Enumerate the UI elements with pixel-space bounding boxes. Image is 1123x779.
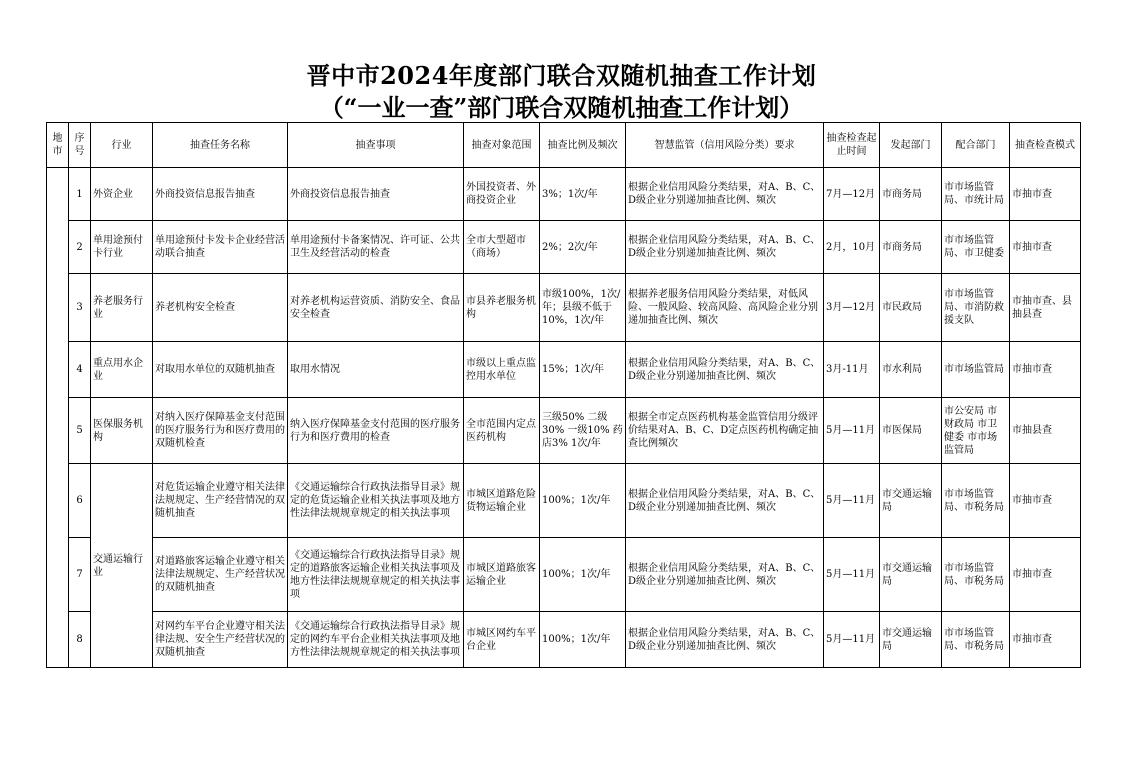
- smart-cell: 根据企业信用风险分类结果，对A、B、C、D级企业分别递加抽查比例、频次: [626, 538, 824, 612]
- mode-cell: 市抽市查、县抽县查: [1010, 274, 1081, 342]
- city-cell: [47, 168, 69, 668]
- items-cell: 《交通运输综合行政执法指导目录》规定的道路旅客运输企业相关执法事项及地方性法律法规规章规定的相关执法事项: [288, 538, 464, 612]
- initiator-cell: 市商务局: [880, 221, 942, 274]
- period-cell: 5月—11月: [824, 398, 880, 464]
- table-row: [47, 342, 1081, 398]
- table-row: [47, 168, 1081, 221]
- items-cell: 《交通运输综合行政执法指导目录》规定的网约车平台企业相关执法事项及地方性法律法规规章规定的相关执法事项: [288, 612, 464, 668]
- initiator-cell: 市水利局: [880, 342, 942, 398]
- table-row: [47, 221, 1081, 274]
- partner-cell: 市市场监管局、市税务局: [942, 538, 1010, 612]
- period-cell: 5月—11月: [824, 538, 880, 612]
- items-cell: 取用水情况: [288, 342, 464, 398]
- ratio-cell: 3%；1次/年: [540, 168, 626, 221]
- partner-cell: 市市场监管局、市统计局: [942, 168, 1010, 221]
- col-initiator: 发起部门: [880, 123, 942, 168]
- col-period: 抽查检查起止时间: [824, 123, 880, 168]
- task-cell: 对取用水单位的双随机抽查: [153, 342, 288, 398]
- smart-cell: 根据企业信用风险分类结果，对A、B、C、D级企业分别递加抽查比例、频次: [626, 612, 824, 668]
- seq-cell: 6: [69, 464, 91, 538]
- items-cell: 《交通运输综合行政执法指导目录》规定的危货运输企业相关执法事项及地方性法律法规规章规定的相关执法事项: [288, 464, 464, 538]
- mode-cell: 市抽市查: [1010, 342, 1081, 398]
- period-cell: 3月-11月: [824, 342, 880, 398]
- mode-cell: 市抽市查: [1010, 464, 1081, 538]
- smart-cell: 根据企业信用风险分类结果，对A、B、C、D级企业分别递加抽查比例、频次: [626, 464, 824, 538]
- partner-cell: 市公安局 市财政局 市卫健委 市市场监管局: [942, 398, 1010, 464]
- period-cell: 7月—12月: [824, 168, 880, 221]
- mode-cell: 市抽市查: [1010, 168, 1081, 221]
- ratio-cell: 市级100%，1次/年；县级不低于10%，1次/年: [540, 274, 626, 342]
- table-row: [47, 274, 1081, 342]
- seq-cell: 3: [69, 274, 91, 342]
- task-cell: 对道路旅客运输企业遵守相关法律法规规定、生产经营状况的双随机抽查: [153, 538, 288, 612]
- table-row: [47, 464, 1081, 538]
- initiator-cell: 市交通运输局: [880, 464, 942, 538]
- ratio-cell: 15%；1次/年: [540, 342, 626, 398]
- partner-cell: 市市场监管局、市税务局: [942, 464, 1010, 538]
- scope-cell: 市级以上重点监控用水单位: [464, 342, 540, 398]
- col-items: 抽查事项: [288, 123, 464, 168]
- smart-cell: 根据全市定点医药机构基金监管信用分级评价结果对A、B、C、D定点医药机构确定抽查比例频次: [626, 398, 824, 464]
- ratio-cell: 100%；1次/年: [540, 464, 626, 538]
- smart-cell: 根据企业信用风险分类结果，对A、B、C、D级企业分别递加抽查比例、频次: [626, 168, 824, 221]
- period-cell: 2月，10月: [824, 221, 880, 274]
- page-subtitle: （“一业一查”部门联合双随机抽查工作计划）: [319, 93, 804, 122]
- period-cell: 5月—11月: [824, 464, 880, 538]
- col-mode: 抽查检查模式: [1010, 123, 1081, 168]
- seq-cell: 1: [69, 168, 91, 221]
- mode-cell: 市抽市查: [1010, 612, 1081, 668]
- items-cell: 纳入医疗保障基金支付范围的医疗服务行为和医疗费用的检查: [288, 398, 464, 464]
- items-cell: 单用途预付卡备案情况、许可证、公共卫生及经营活动的检查: [288, 221, 464, 274]
- scope-cell: 全市范围内定点医药机构: [464, 398, 540, 464]
- partner-cell: 市市场监管局、市税务局: [942, 612, 1010, 668]
- col-task: 抽查任务名称: [153, 123, 288, 168]
- header-row: [47, 123, 1081, 168]
- industry-cell: 养老服务行业: [91, 274, 153, 342]
- scope-cell: 市城区网约车平台企业: [464, 612, 540, 668]
- col-scope: 抽查对象范围: [464, 123, 540, 168]
- plan-table: [46, 122, 1081, 668]
- seq-cell: 8: [69, 612, 91, 668]
- task-cell: 养老机构安全检查: [153, 274, 288, 342]
- partner-cell: 市市场监管局: [942, 342, 1010, 398]
- items-cell: 对养老机构运营资质、消防安全、食品安全检查: [288, 274, 464, 342]
- ratio-cell: 100%；1次/年: [540, 612, 626, 668]
- smart-cell: 根据企业信用风险分类结果，对A、B、C、D级企业分别递加抽查比例、频次: [626, 221, 824, 274]
- initiator-cell: 市商务局: [880, 168, 942, 221]
- scope-cell: 全市大型超市（商场）: [464, 221, 540, 274]
- partner-cell: 市市场监管局、市消防救援支队: [942, 274, 1010, 342]
- col-smart: 智慧监管（信用风险分类）要求: [626, 123, 824, 168]
- col-city: 地市: [47, 123, 69, 168]
- initiator-cell: 市民政局: [880, 274, 942, 342]
- task-cell: 对危货运输企业遵守相关法律法规规定、生产经营情况的双随机抽查: [153, 464, 288, 538]
- mode-cell: 市抽市查: [1010, 221, 1081, 274]
- partner-cell: 市市场监管局、市卫健委: [942, 221, 1010, 274]
- industry-cell: 外资企业: [91, 168, 153, 221]
- seq-cell: 5: [69, 398, 91, 464]
- col-partner: 配合部门: [942, 123, 1010, 168]
- ratio-cell: 100%；1次/年: [540, 538, 626, 612]
- scope-cell: 市城区道路危险货物运输企业: [464, 464, 540, 538]
- industry-cell: 医保服务机构: [91, 398, 153, 464]
- industry-cell: 单用途预付卡行业: [91, 221, 153, 274]
- items-cell: 外商投资信息报告抽查: [288, 168, 464, 221]
- table-row: [47, 612, 1081, 668]
- initiator-cell: 市医保局: [880, 398, 942, 464]
- task-cell: 对网约车平台企业遵守相关法律法规、安全生产经营状况的双随机抽查: [153, 612, 288, 668]
- col-seq: 序号: [69, 123, 91, 168]
- smart-cell: 根据企业信用风险分类结果，对A、B、C、D级企业分别递加抽查比例、频次: [626, 342, 824, 398]
- initiator-cell: 市交通运输局: [880, 538, 942, 612]
- task-cell: 外商投资信息报告抽查: [153, 168, 288, 221]
- table-row: [47, 538, 1081, 612]
- page-title: 晋中市2024年度部门联合双随机抽查工作计划: [306, 61, 817, 90]
- smart-cell: 根据养老服务信用风险分类结果，对低风险、一般风险、较高风险、高风险企业分别递加抽查比例、频次: [626, 274, 824, 342]
- seq-cell: 7: [69, 538, 91, 612]
- ratio-cell: 2%；2次/年: [540, 221, 626, 274]
- mode-cell: 市抽市查: [1010, 538, 1081, 612]
- ratio-cell: 三级50% 二级30% 一级10% 药店3% 1次/年: [540, 398, 626, 464]
- seq-cell: 4: [69, 342, 91, 398]
- task-cell: 对纳入医疗保障基金支付范围的医疗服务行为和医疗费用的双随机检查: [153, 398, 288, 464]
- industry-cell: 交通运输行业: [91, 464, 153, 668]
- scope-cell: 市城区道路旅客运输企业: [464, 538, 540, 612]
- col-ratio: 抽查比例及频次: [540, 123, 626, 168]
- seq-cell: 2: [69, 221, 91, 274]
- table-row: [47, 398, 1081, 464]
- industry-cell: 重点用水企业: [91, 342, 153, 398]
- task-cell: 单用途预付卡发卡企业经营活动联合抽查: [153, 221, 288, 274]
- period-cell: 3月—12月: [824, 274, 880, 342]
- scope-cell: 外国投资者、外商投资企业: [464, 168, 540, 221]
- period-cell: 5月—11月: [824, 612, 880, 668]
- scope-cell: 市县养老服务机构: [464, 274, 540, 342]
- initiator-cell: 市交通运输局: [880, 612, 942, 668]
- mode-cell: 市抽县查: [1010, 398, 1081, 464]
- col-industry: 行业: [91, 123, 153, 168]
